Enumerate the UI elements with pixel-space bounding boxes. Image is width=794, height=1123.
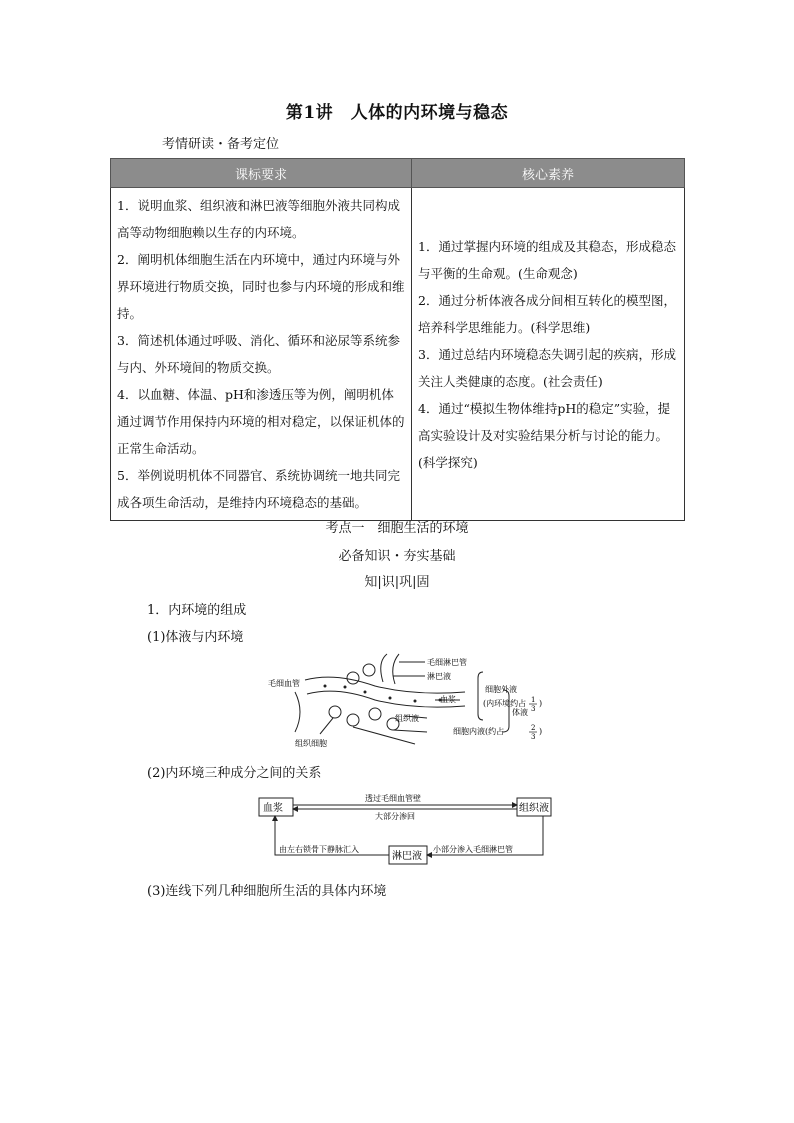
body-fluid-label: 体液 [512, 708, 528, 717]
page-title: 第1讲 人体的内环境与稳态 [285, 103, 509, 123]
plasma-label: 血浆 [440, 695, 456, 704]
most-back-label: 大部分渗回 [375, 812, 415, 821]
zhishi-heading: 知|识|巩|固 [364, 575, 430, 590]
curriculum-item: 5．举例说明机体不同器官、系统协调统一地共同完成各项生命活动，是维持内环境稳态的基础。 [117, 468, 400, 510]
plasma-box: 血浆 [263, 803, 283, 814]
section-1: 1．内环境的组成 [147, 603, 247, 618]
section-1a: (1)体液与内环境 [147, 630, 244, 645]
curriculum-item: 4．以血糖、体温、pH和渗透压等为例，阐明机体通过调节作用保持内环境的相对稳定，以保证机体的正常生命活动。 [117, 387, 405, 456]
capillary-label: 毛细血管 [268, 679, 300, 688]
tissue-fluid-box: 组织液 [519, 803, 549, 814]
header-literacy: 核心素养 [412, 159, 685, 188]
curriculum-item: 2．阐明机体细胞生活在内环境中，通过内环境与外界环境进行物质交换，同时也参与内环境的形成和维持。 [117, 252, 405, 321]
curriculum-cell [111, 188, 412, 521]
literacy-item: 1．通过掌握内环境的组成及其稳态，形成稳态与平衡的生命观。(生命观念) [418, 238, 676, 281]
section-subhead: 考情研读・备考定位 [162, 137, 280, 152]
curriculum-item: 1．说明血浆、组织液和淋巴液等细胞外液共同构成高等动物细胞赖以生存的内环境。 [117, 198, 400, 240]
literacy-item: 3．通过总结内环境稳态失调引起的疾病，形成关注人类健康的态度。(社会责任) [418, 346, 676, 389]
tissue-fluid-label: 组织液 [395, 714, 419, 723]
lymph-label: 淋巴液 [427, 672, 451, 681]
relationship-diagram [255, 790, 555, 866]
small-part-label: 小部分渗入毛细淋巴管 [433, 845, 513, 854]
kaodian-heading: 考点一 细胞生活的环境 [325, 521, 469, 536]
standards-table [110, 158, 685, 521]
extracellular-label: 细胞外液 [485, 685, 517, 694]
header-curriculum: 课标要求 [111, 159, 412, 188]
intracellular-label: 细胞内液(约占 [453, 727, 505, 736]
fraction-denominator: 3 [531, 705, 536, 713]
internal-env-label: (内环境约占 [483, 699, 527, 708]
fraction-numerator-2: 2 [531, 724, 536, 732]
fraction-denominator-2: 3 [531, 733, 536, 741]
lymph-box: 淋巴液 [392, 851, 422, 862]
fraction-numerator: 1 [531, 696, 536, 704]
bibei-heading: 必备知识・夯实基础 [338, 549, 456, 564]
curriculum-item: 3．简述机体通过呼吸、消化、循环和泌尿等系统参与内、外环境间的物质交换。 [117, 333, 400, 375]
lymph-capillary-label: 毛细淋巴管 [427, 658, 467, 667]
section-1c: (3)连线下列几种细胞所生活的具体内环境 [147, 884, 387, 899]
return-vein-label: 由左右锁骨下静脉汇入 [279, 845, 359, 854]
tissue-cell-label: 组织细胞 [295, 739, 327, 748]
literacy-cell [412, 188, 685, 521]
literacy-item: 4．通过“模拟生物体维持pH的稳定”实验，提高实验设计及对实验结果分析与讨论的能力。(科学探究) [418, 400, 671, 470]
svg-text:): ) [539, 699, 543, 708]
body-fluid-diagram [265, 652, 555, 754]
literacy-item: 2．通过分析体液各成分间相互转化的模型图，培养科学思维能力。(科学思维) [418, 292, 676, 335]
svg-text:): ) [539, 727, 543, 736]
section-1b: (2)内环境三种成分之间的关系 [147, 766, 322, 781]
through-wall-label: 透过毛细血管壁 [365, 794, 421, 803]
